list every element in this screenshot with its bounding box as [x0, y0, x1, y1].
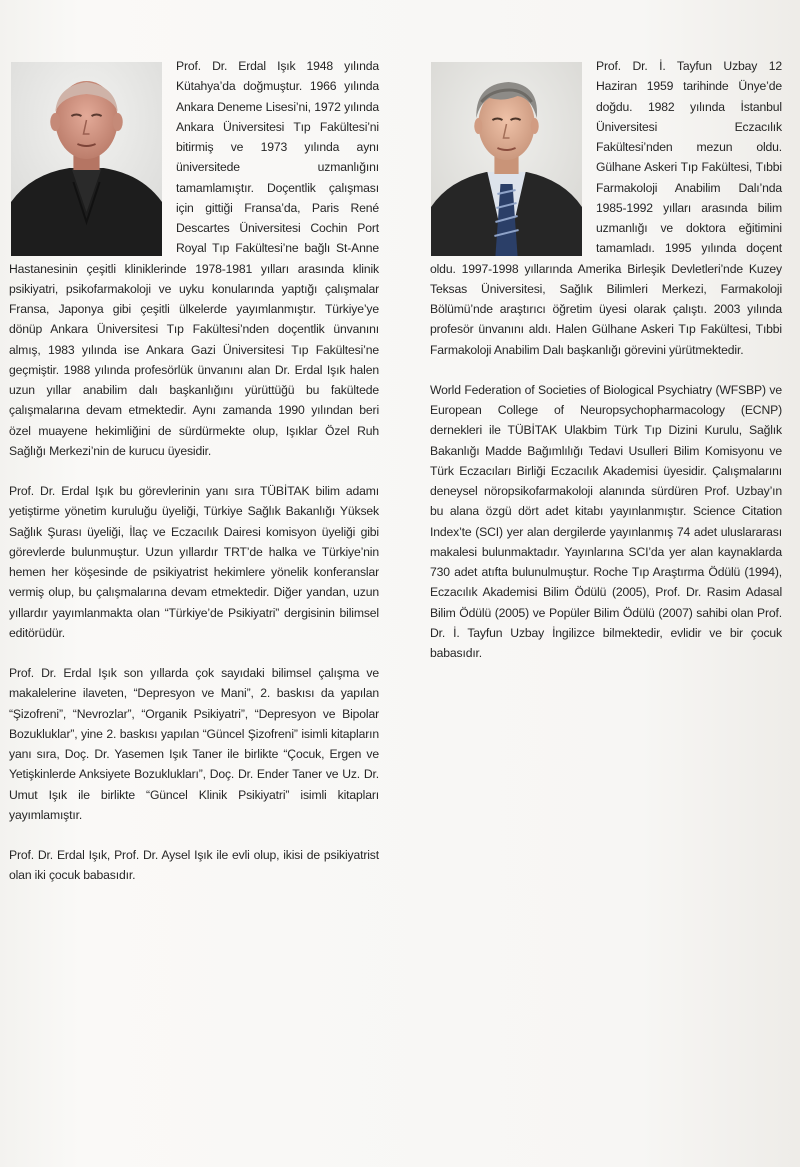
- portrait-illustration: [431, 62, 582, 256]
- paragraph-erdal-2: Prof. Dr. Erdal Işık bu görevlerinin yanı sıra TÜBİTAK bilim adamı yetiştirme yönetim kuruluğu üyeliği, Türkiye Sağlık Bakanlığı Yüksek Sağlık Şurası üyeliği, İlaç ve Eczacılık Dairesi komisyon üyeliği gibi görevlerde bulunmuştur. Uzun yıllardır TRT’de halka ve Türkiye’nin hemen her köşesinde de psikiyatrist hekimlere yönelik konferanslar vermiş olup, bu çalışmalarına devam etmektedir. Diğer yandan, uzun yıllardır yayımlanmakta olan “Türkiye’de Psikiyatri” dergisinin bilimsel editörüdür.: [9, 484, 379, 640]
- paragraph-erdal-3: Prof. Dr. Erdal Işık son yıllarda çok sayıdaki bilimsel çalışma ve makalelerine ilaveten, “Depresyon ve Mani”, 2. baskısı da yapılan “Şizofreni”, “Nevrozlar”, “Organik Psikiyatri”, “Depresyon ve Bipolar Bozukluklar”, yine 2. baskısı yapılan “Güncel Şizofreni” isimli kitapların yanı sıra, Doç. Dr. Yasemen Işık Taner ile birlikte “Çocuk, Ergen ve Yetişkinlerde Anksiyete Bozuklukları”, Doç. Dr. Ender Taner ve Uz. Dr. Umut Işık ile birlikte “Güncel Klinik Psikiyatri” isimli kitapları yayımlamıştır.: [9, 666, 379, 822]
- paragraph-erdal-4: Prof. Dr. Erdal Işık, Prof. Dr. Aysel Işık ile evli olup, ikisi de psikiyatrist olan iki çocuk babasıdır.: [9, 848, 379, 883]
- photo-tayfun-uzbay: [431, 62, 582, 256]
- paragraph-erdal-1: Prof. Dr. Erdal Işık 1948 yılında Kütahya’da doğmuştur. 1966 yılında Ankara Deneme Lisesi’ni, 1972 yılında Ankara Üniversitesi Tıp Fakültesi’ni bitirmiş ve 1973 yılında aynı üniversitede uzmanlığını tamamlamıştır. Doçentlik çalışması için gittiği Fransa’da, Paris René Descartes Üniversitesi Cochin Port Royal Tıp Fakültesi’ne bağlı St-Anne Hastanesinin çeşitli kliniklerinde 1978-1981 yılları arasında klinik psikiyatri, psikofarmakoloji ve uyku konularında yaptığı çalışmalar Fransa, Japonya gibi çeşitli ülkelerde yayımlanmıştır. Türkiye’ye dönüp Ankara Üniversitesi Tıp Fakültesi’nden doçentlik ünvanını almış, 1983 yılında ise Ankara Gazi Üniversitesi Tıp Fakültesi’ne geçmiştir. 1988 yılında profesörlük ünvanını alan Dr. Erdal Işık halen uzun yıllar anabilim dalı başkanlığını yürüttüğü bu fakültede çalışmalarına devam etmektedir. Aynı zamanda 1990 yılından beri özel muayene hekimliğini de sürdürmekte olup, Işıklar Özel Ruh Sağlığı Merkezi’nin de kurucu üyesidir.: [9, 59, 379, 458]
- bio-tayfun-uzbay: [430, 56, 782, 683]
- bio-erdal-isik: [9, 56, 379, 906]
- photo-erdal-isik: [11, 62, 162, 256]
- paragraph-tayfun-1: Prof. Dr. İ. Tayfun Uzbay 12 Haziran 1959 tarihinde Ünye’de doğdu. 1982 yılında İstanbul Üniversitesi Eczacılık Fakültesi’nden mezun oldu. Gülhane Askeri Tıp Fakültesi, Tıbbi Farmakoloji Anabilim Dalı’nda 1985-1992 yılları arasında bilim uzmanlığı ve doktora eğitimini tamamladı. 1995 yılında doçent oldu. 1997-1998 yıllarında Amerika Birleşik Devletleri’nde Kuzey Teksas Üniversitesi, Sağlık Bilimleri Merkezi, Farmakoloji Bölümü’nde araştırıcı öğretim üyesi olarak çalıştı. 2003 yılında profesör ünvanını aldı. Halen Gülhane Askeri Tıp Fakültesi, Tıbbi Farmakoloji Anabilim Dalı başkanlığı görevini yürütmektedir.: [430, 59, 782, 357]
- portrait-illustration: [11, 62, 162, 256]
- paragraph-tayfun-2: World Federation of Societies of Biological Psychiatry (WFSBP) ve European College of Neuropsychopharmacology (ECNP) dernekleri ile TÜBİTAK Ulakbim Türk Tıp Dizini Kurulu, Sağlık Bakanlığı Madde Bağımlılığı Tedavi Usulleri Bilim Komisyonu ve Türk Eczacıları Birliği Eczacılık Akademisi üyesidir. Çalışmalarını deneysel nöropsikofarmakoloji alanında sürdüren Prof. Uzbay’ın bu alana özgü dört adet kitabı yayınlanmıştır. Science Citation Index’te (SCI) yer alan dergilerde yayınlanmış 74 adet uluslararası makalesi bulunmaktadır. Yayınlarına SCI’da yer alan kaynaklarda 730 adet atıfta bulunulmuştur. Roche Tıp Araştırma Ödülü (1994), Eczacılık Akademisi Bilim Ödülü (2005), Prof. Dr. Rasim Adasal Bilim Ödülü (2005) ve Popüler Bilim Ödülü (2007) sahibi olan Prof. Dr. İ. Tayfun Uzbay İngilizce bilmektedir, evlidir ve bir çocuk babasıdır.: [430, 382, 782, 660]
